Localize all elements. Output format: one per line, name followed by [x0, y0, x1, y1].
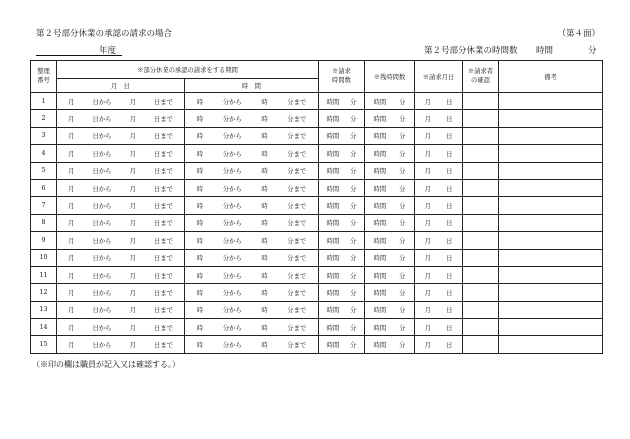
row-number: 2 — [31, 110, 57, 127]
request-date-cell[interactable]: 月 日 — [415, 336, 463, 354]
time-range-cell[interactable]: 時 分から 時 分まで — [185, 336, 319, 354]
confirm-cell[interactable] — [463, 336, 499, 354]
date-range-cell[interactable]: 月 日から 月 日まで — [57, 284, 185, 301]
requested-hours-cell[interactable]: 時間 分 — [319, 214, 365, 231]
confirm-cell[interactable] — [463, 214, 499, 231]
remarks-cell[interactable] — [499, 266, 603, 283]
date-range-cell[interactable]: 月 日から 月 日まで — [57, 301, 185, 318]
request-date-cell[interactable]: 月 日 — [415, 197, 463, 214]
confirm-cell[interactable] — [463, 162, 499, 179]
remaining-hours-cell[interactable]: 時間 分 — [365, 249, 415, 266]
remaining-hours-cell[interactable]: 時間 分 — [365, 266, 415, 283]
remaining-hours-cell[interactable]: 時間 分 — [365, 162, 415, 179]
requested-hours-cell[interactable]: 時間 分 — [319, 266, 365, 283]
date-range-cell[interactable]: 月 日から 月 日まで — [57, 179, 185, 196]
table-row — [31, 232, 603, 249]
date-range-cell[interactable]: 月 日から 月 日まで — [57, 110, 185, 127]
request-date-cell[interactable]: 月 日 — [415, 110, 463, 127]
row-number: 12 — [31, 284, 57, 301]
requested-hours-cell[interactable]: 時間 分 — [319, 319, 365, 336]
table-row — [31, 179, 603, 196]
date-range-cell[interactable]: 月 日から 月 日まで — [57, 336, 185, 354]
request-date-cell[interactable]: 月 日 — [415, 214, 463, 231]
date-range-cell[interactable]: 月 日から 月 日まで — [57, 197, 185, 214]
time-range-cell[interactable]: 時 分から 時 分まで — [185, 162, 319, 179]
time-range-cell[interactable]: 時 分から 時 分まで — [185, 127, 319, 144]
requested-hours-cell[interactable]: 時間 分 — [319, 162, 365, 179]
remarks-cell[interactable] — [499, 301, 603, 318]
summary-hours — [424, 44, 600, 55]
table-row — [31, 249, 603, 266]
requested-hours-cell[interactable]: 時間 分 — [319, 145, 365, 162]
requested-hours-cell[interactable]: 時間 分 — [319, 93, 365, 110]
remaining-hours-cell[interactable]: 時間 分 — [365, 110, 415, 127]
row-number: 8 — [31, 214, 57, 231]
time-range-cell[interactable]: 時 分から 時 分まで — [185, 249, 319, 266]
remarks-cell[interactable] — [499, 127, 603, 144]
remaining-hours-cell[interactable]: 時間 分 — [365, 336, 415, 354]
row-number: 10 — [31, 249, 57, 266]
requested-hours-cell[interactable]: 時間 分 — [319, 179, 365, 196]
row-number: 9 — [31, 232, 57, 249]
row-number: 14 — [31, 319, 57, 336]
requested-hours-cell[interactable]: 時間 分 — [319, 336, 365, 354]
footer-note: （※印の欄は職員が記入又は確認する。） — [32, 360, 180, 369]
year-label: 年度 — [98, 46, 116, 56]
row-number: 11 — [31, 266, 57, 283]
remaining-hours-cell[interactable]: 時間 分 — [365, 301, 415, 318]
row-number: 4 — [31, 145, 57, 162]
table-row — [31, 284, 603, 301]
date-range-cell[interactable]: 月 日から 月 日まで — [57, 93, 185, 110]
requested-hours-cell[interactable]: 時間 分 — [319, 110, 365, 127]
request-date-cell[interactable]: 月 日 — [415, 301, 463, 318]
confirm-cell[interactable] — [463, 319, 499, 336]
table-row — [31, 93, 603, 110]
summary-hour-unit: 時間 — [536, 46, 554, 56]
remaining-hours-cell[interactable]: 時間 分 — [365, 93, 415, 110]
remarks-cell[interactable] — [499, 162, 603, 179]
time-range-cell[interactable]: 時 分から 時 分まで — [185, 179, 319, 196]
date-range-cell[interactable]: 月 日から 月 日まで — [57, 249, 185, 266]
row-number: 6 — [31, 179, 57, 196]
requested-hours-cell[interactable]: 時間 分 — [319, 301, 365, 318]
time-range-cell[interactable]: 時 分から 時 分まで — [185, 93, 319, 110]
remarks-cell[interactable] — [499, 93, 603, 110]
date-range-cell[interactable]: 月 日から 月 日まで — [57, 127, 185, 144]
summary-label: 第２号部分休業の時間数 — [424, 46, 518, 56]
confirm-cell[interactable] — [463, 179, 499, 196]
remarks-cell[interactable] — [499, 179, 603, 196]
header-remarks: 備考 — [499, 61, 603, 93]
header-req-hours: ※請求 時間数 — [319, 61, 365, 93]
header-confirm: ※請求者 の確認 — [463, 61, 499, 93]
request-date-cell[interactable]: 月 日 — [415, 284, 463, 301]
date-range-cell[interactable]: 月 日から 月 日まで — [57, 162, 185, 179]
table-row — [31, 266, 603, 283]
table-row — [31, 162, 603, 179]
date-range-cell[interactable]: 月 日から 月 日まで — [57, 145, 185, 162]
requested-hours-cell[interactable]: 時間 分 — [319, 284, 365, 301]
time-range-cell[interactable]: 時 分から 時 分まで — [185, 110, 319, 127]
remaining-hours-cell[interactable]: 時間 分 — [365, 145, 415, 162]
header-req-date: ※請求月日 — [415, 61, 463, 93]
time-range-cell[interactable]: 時 分から 時 分まで — [185, 214, 319, 231]
remarks-cell[interactable] — [499, 232, 603, 249]
confirm-cell[interactable] — [463, 93, 499, 110]
row-number: 5 — [31, 162, 57, 179]
time-range-cell[interactable]: 時 分から 時 分まで — [185, 266, 319, 283]
year-field[interactable] — [36, 44, 122, 56]
confirm-cell[interactable] — [463, 284, 499, 301]
time-range-cell[interactable]: 時 分から 時 分まで — [185, 232, 319, 249]
remaining-hours-cell[interactable]: 時間 分 — [365, 284, 415, 301]
confirm-cell[interactable] — [463, 197, 499, 214]
request-date-cell[interactable]: 月 日 — [415, 162, 463, 179]
remarks-cell[interactable] — [499, 214, 603, 231]
header-date: 月 日 — [57, 79, 185, 93]
request-date-cell[interactable]: 月 日 — [415, 232, 463, 249]
confirm-cell[interactable] — [463, 232, 499, 249]
row-number: 13 — [31, 301, 57, 318]
header-seq: 整理 番号 — [31, 61, 57, 93]
table-row — [31, 127, 603, 144]
row-number: 1 — [31, 93, 57, 110]
requested-hours-cell[interactable]: 時間 分 — [319, 249, 365, 266]
request-table — [30, 60, 603, 354]
date-range-cell[interactable]: 月 日から 月 日まで — [57, 214, 185, 231]
request-date-cell[interactable]: 月 日 — [415, 127, 463, 144]
requested-hours-cell[interactable]: 時間 分 — [319, 127, 365, 144]
remaining-hours-cell[interactable]: 時間 分 — [365, 214, 415, 231]
remaining-hours-cell[interactable]: 時間 分 — [365, 319, 415, 336]
row-number: 7 — [31, 197, 57, 214]
request-date-cell[interactable]: 月 日 — [415, 249, 463, 266]
confirm-cell[interactable] — [463, 145, 499, 162]
request-date-cell[interactable]: 月 日 — [415, 266, 463, 283]
row-number: 3 — [31, 127, 57, 144]
table-row — [31, 197, 603, 214]
date-range-cell[interactable]: 月 日から 月 日まで — [57, 319, 185, 336]
table-row — [31, 319, 603, 336]
table-row — [31, 110, 603, 127]
header-period: ※部分休業の承認の請求をする期間 — [57, 61, 319, 79]
sheet-number: （第４面） — [557, 29, 600, 39]
summary-min-unit: 分 — [588, 46, 597, 56]
table-row — [31, 214, 603, 231]
header-time: 時 間 — [185, 79, 319, 93]
time-range-cell[interactable]: 時 分から 時 分まで — [185, 145, 319, 162]
table-row — [31, 145, 603, 162]
request-date-cell[interactable]: 月 日 — [415, 179, 463, 196]
confirm-cell[interactable] — [463, 127, 499, 144]
date-range-cell[interactable]: 月 日から 月 日まで — [57, 232, 185, 249]
time-range-cell[interactable]: 時 分から 時 分まで — [185, 197, 319, 214]
remarks-cell[interactable] — [499, 336, 603, 354]
remaining-hours-cell[interactable]: 時間 分 — [365, 179, 415, 196]
request-date-cell[interactable]: 月 日 — [415, 319, 463, 336]
confirm-cell[interactable] — [463, 266, 499, 283]
form-title: 第２号部分休業の承認の請求の場合 — [36, 29, 173, 39]
requested-hours-cell[interactable]: 時間 分 — [319, 197, 365, 214]
time-range-cell[interactable]: 時 分から 時 分まで — [185, 284, 319, 301]
table-row — [31, 336, 603, 354]
header-remaining: ※残時間数 — [365, 61, 415, 93]
remarks-cell[interactable] — [499, 145, 603, 162]
date-range-cell[interactable]: 月 日から 月 日まで — [57, 266, 185, 283]
table-row — [31, 301, 603, 318]
time-range-cell[interactable]: 時 分から 時 分まで — [185, 301, 319, 318]
row-number: 15 — [31, 336, 57, 354]
requested-hours-cell[interactable]: 時間 分 — [319, 232, 365, 249]
confirm-cell[interactable] — [463, 110, 499, 127]
remarks-cell[interactable] — [499, 110, 603, 127]
remarks-cell[interactable] — [499, 284, 603, 301]
remaining-hours-cell[interactable]: 時間 分 — [365, 197, 415, 214]
remarks-cell[interactable] — [499, 249, 603, 266]
time-range-cell[interactable]: 時 分から 時 分まで — [185, 319, 319, 336]
confirm-cell[interactable] — [463, 301, 499, 318]
remaining-hours-cell[interactable]: 時間 分 — [365, 232, 415, 249]
remaining-hours-cell[interactable]: 時間 分 — [365, 127, 415, 144]
request-date-cell[interactable]: 月 日 — [415, 145, 463, 162]
remarks-cell[interactable] — [499, 319, 603, 336]
remarks-cell[interactable] — [499, 197, 603, 214]
confirm-cell[interactable] — [463, 249, 499, 266]
request-date-cell[interactable]: 月 日 — [415, 93, 463, 110]
